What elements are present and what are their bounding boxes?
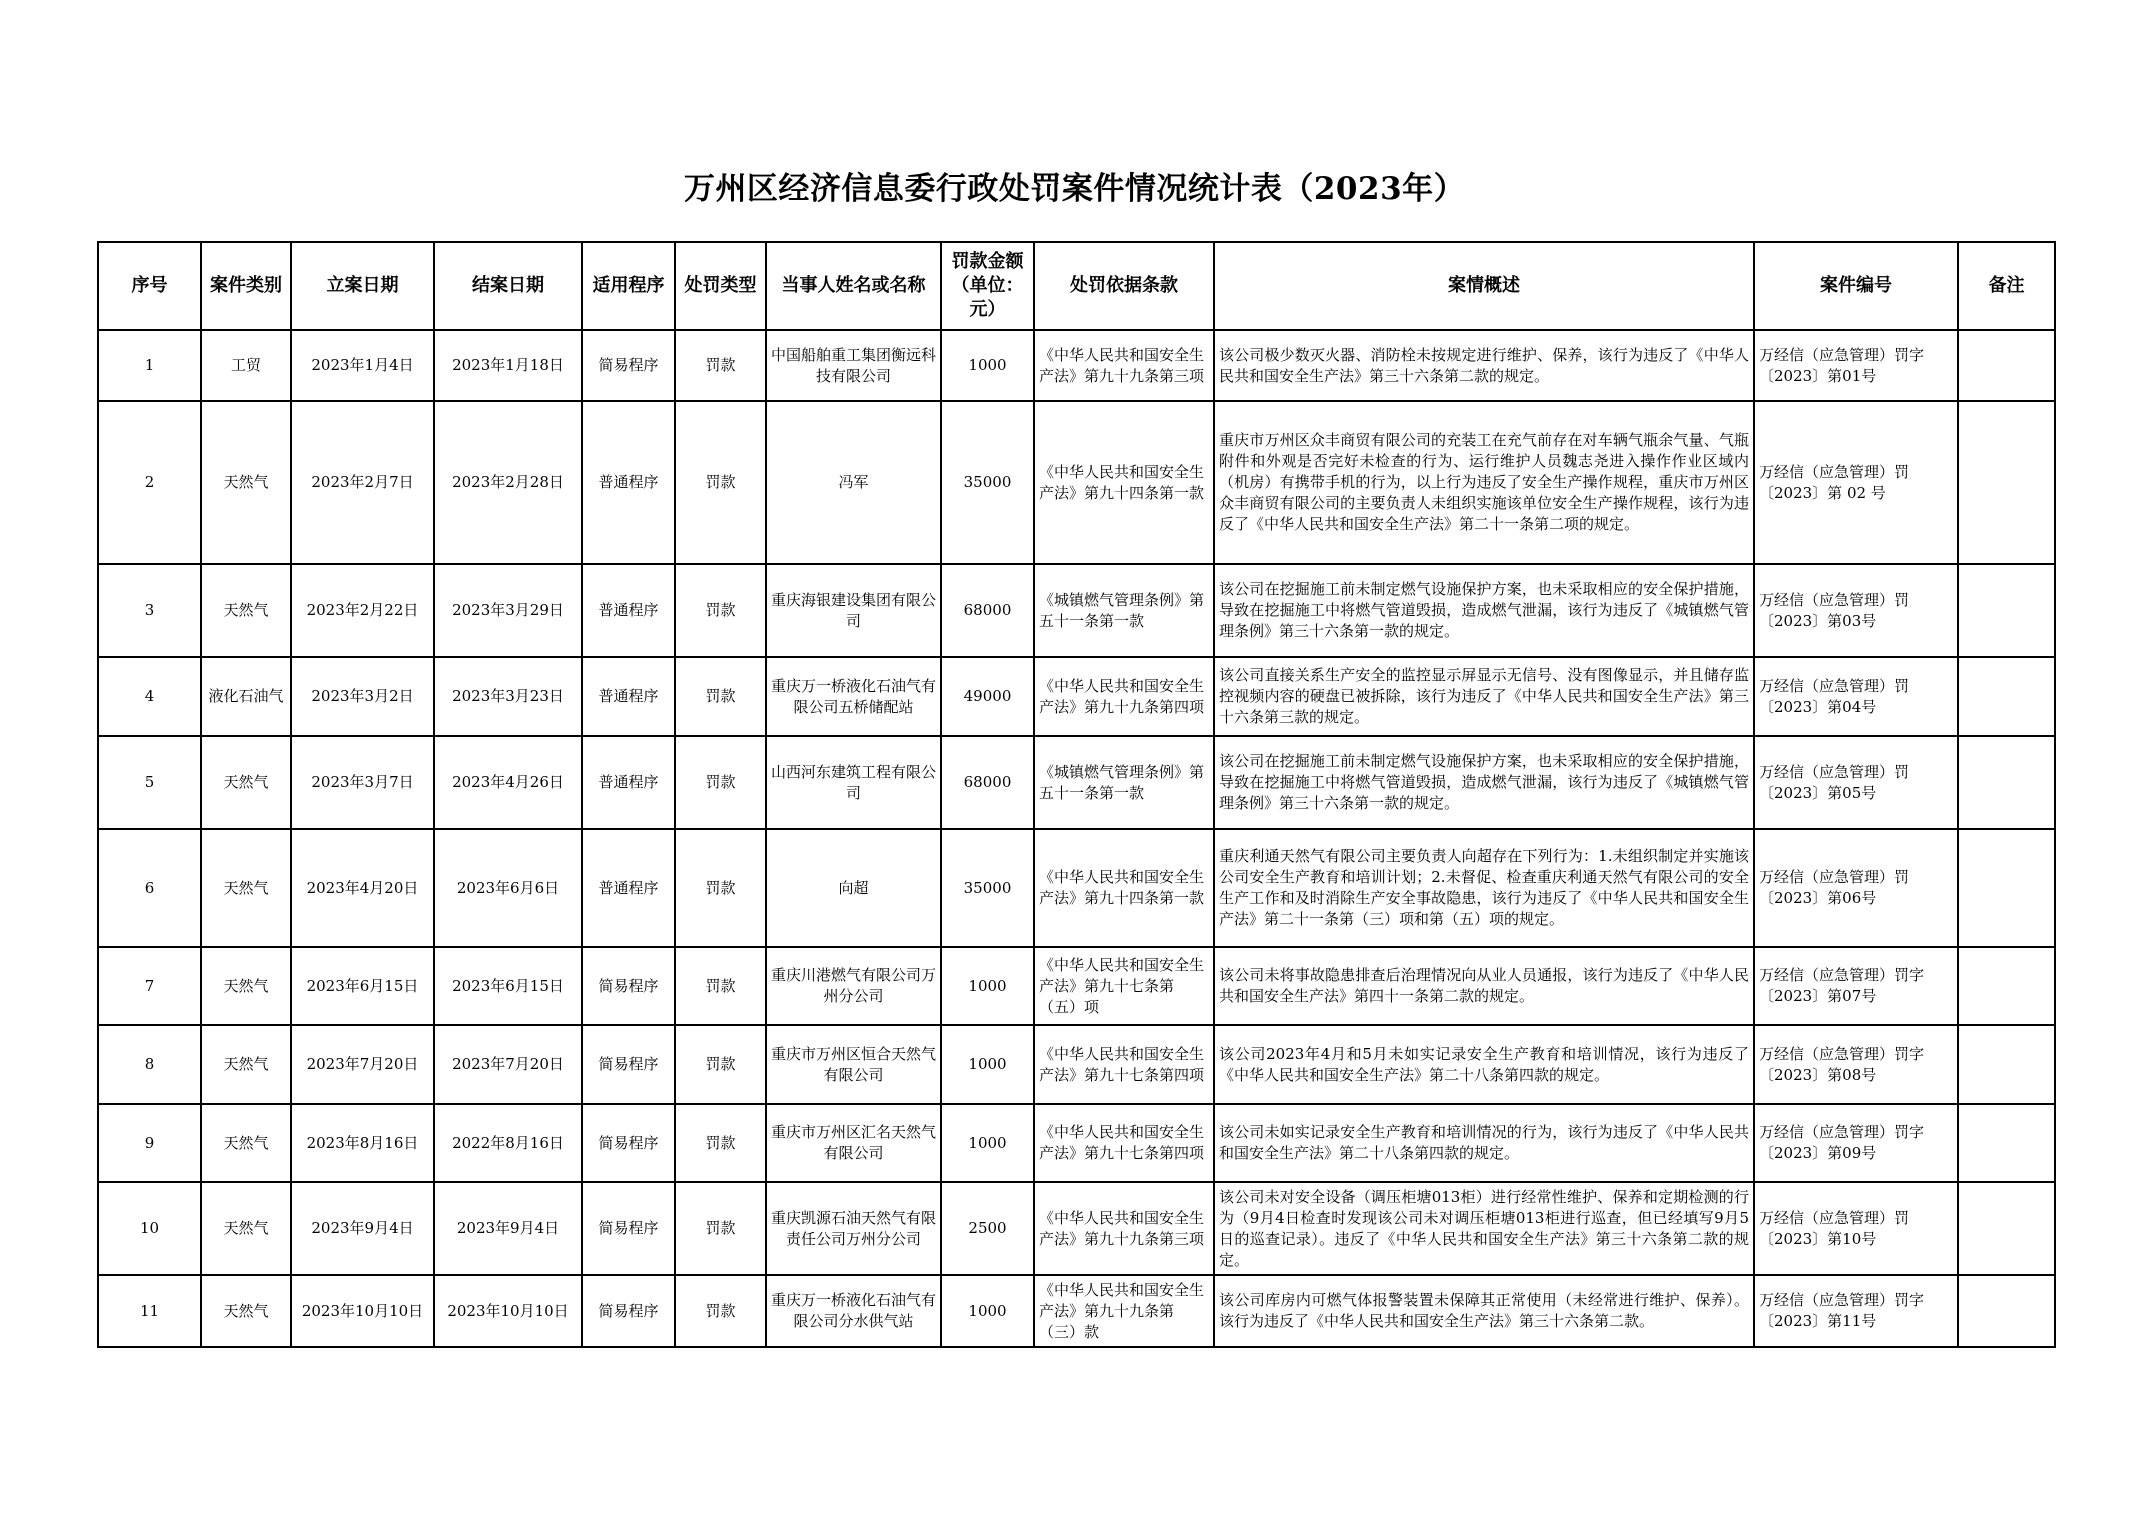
cell-penalty-type: 罚款 xyxy=(675,401,766,564)
cell-summary: 重庆利通天然气有限公司主要负责人向超存在下列行为：1.未组织制定并实施该公司安全生产教育和培训计划；2.未督促、检查重庆利通天然气有限公司的安全生产工作和及时消除生产安全事故隐患，该行为违反了《中华人民共和国安全生产法》第二十一条第（三）项和第（五）项的规定。 xyxy=(1214,829,1754,947)
table-body xyxy=(98,330,2055,1347)
cell-procedure: 普通程序 xyxy=(582,829,675,947)
cell-close-date: 2023年10月10日 xyxy=(434,1275,582,1347)
cell-category: 天然气 xyxy=(201,1104,291,1182)
header-procedure: 适用程序 xyxy=(582,242,675,330)
cell-procedure: 简易程序 xyxy=(582,947,675,1025)
cell-party: 山西河东建筑工程有限公司 xyxy=(766,736,941,829)
cell-close-date: 2023年7月20日 xyxy=(434,1025,582,1104)
cell-summary: 该公司直接关系生产安全的监控显示屏显示无信号、没有图像显示，并且储存监控视频内容的硬盘已被拆除，该行为违反了《中华人民共和国安全生产法》第三十六条第三款的规定。 xyxy=(1214,657,1754,736)
header-party: 当事人姓名或名称 xyxy=(766,242,941,330)
cell-index: 8 xyxy=(98,1025,201,1104)
cell-category: 天然气 xyxy=(201,564,291,657)
cell-penalty-type: 罚款 xyxy=(675,736,766,829)
cell-case-no: 万经信（应急管理）罚〔2023〕第05号 xyxy=(1754,736,1958,829)
cell-party: 重庆海银建设集团有限公司 xyxy=(766,564,941,657)
table-row xyxy=(98,1182,2055,1275)
cell-procedure: 普通程序 xyxy=(582,736,675,829)
header-category: 案件类别 xyxy=(201,242,291,330)
cell-category: 液化石油气 xyxy=(201,657,291,736)
cell-index: 10 xyxy=(98,1182,201,1275)
cell-index: 4 xyxy=(98,657,201,736)
cell-case-no: 万经信（应急管理）罚〔2023〕第10号 xyxy=(1754,1182,1958,1275)
cell-summary: 该公司未将事故隐患排查后治理情况向从业人员通报，该行为违反了《中华人民共和国安全生产法》第四十一条第二款的规定。 xyxy=(1214,947,1754,1025)
cell-index: 5 xyxy=(98,736,201,829)
cell-file-date: 2023年3月7日 xyxy=(291,736,434,829)
cell-party: 重庆万一桥液化石油气有限公司分水供气站 xyxy=(766,1275,941,1347)
table-row xyxy=(98,1104,2055,1182)
cell-party: 重庆凯源石油天然气有限责任公司万州分公司 xyxy=(766,1182,941,1275)
table-row xyxy=(98,736,2055,829)
cell-case-no: 万经信（应急管理）罚〔2023〕第04号 xyxy=(1754,657,1958,736)
cell-penalty-type: 罚款 xyxy=(675,1104,766,1182)
cell-penalty-type: 罚款 xyxy=(675,829,766,947)
cell-basis: 《中华人民共和国安全生产法》第九十七条第四项 xyxy=(1034,1104,1214,1182)
cell-category: 天然气 xyxy=(201,1275,291,1347)
page-title: 万州区经济信息委行政处罚案件情况统计表（2023年） xyxy=(683,171,1466,207)
header-case-no: 案件编号 xyxy=(1754,242,1958,330)
table-row xyxy=(98,330,2055,401)
cell-summary: 重庆市万州区众丰商贸有限公司的充装工在充气前存在对车辆气瓶余气量、气瓶附件和外观是否完好未检查的行为、运行维护人员魏志尧进入操作作业区域内（机房）有携带手机的行为，以上行为违反了安全生产操作规程，重庆市万州区众丰商贸有限公司的主要负责人未组织实施该单位安全生产操作规程，该行为违反了《中华人民共和国安全生产法》第二十一条第二项的规定。 xyxy=(1214,401,1754,564)
cell-basis: 《中华人民共和国安全生产法》第九十九条第（三）款 xyxy=(1034,1275,1214,1347)
cell-basis: 《中华人民共和国安全生产法》第九十七条第四项 xyxy=(1034,1025,1214,1104)
cell-close-date: 2023年1月18日 xyxy=(434,330,582,401)
cell-amount: 1000 xyxy=(941,330,1034,401)
cell-file-date: 2023年8月16日 xyxy=(291,1104,434,1182)
cell-close-date: 2023年3月29日 xyxy=(434,564,582,657)
cell-basis: 《城镇燃气管理条例》第五十一条第一款 xyxy=(1034,736,1214,829)
header-penalty-type: 处罚类型 xyxy=(675,242,766,330)
cell-party: 重庆万一桥液化石油气有限公司五桥储配站 xyxy=(766,657,941,736)
cell-summary: 该公司未如实记录安全生产教育和培训情况的行为，该行为违反了《中华人民共和国安全生产法》第二十八条第四款的规定。 xyxy=(1214,1104,1754,1182)
header-summary: 案情概述 xyxy=(1214,242,1754,330)
cell-case-no: 万经信（应急管理）罚字〔2023〕第07号 xyxy=(1754,947,1958,1025)
cell-amount: 1000 xyxy=(941,1275,1034,1347)
cell-index: 6 xyxy=(98,829,201,947)
cell-remarks xyxy=(1958,736,2055,829)
cell-case-no: 万经信（应急管理）罚字〔2023〕第11号 xyxy=(1754,1275,1958,1347)
cell-procedure: 简易程序 xyxy=(582,1025,675,1104)
cell-category: 天然气 xyxy=(201,401,291,564)
cell-basis: 《中华人民共和国安全生产法》第九十四条第一款 xyxy=(1034,401,1214,564)
cell-close-date: 2023年4月26日 xyxy=(434,736,582,829)
header-amount: 罚款金额（单位：元） xyxy=(941,242,1034,330)
table-row xyxy=(98,947,2055,1025)
cell-index: 1 xyxy=(98,330,201,401)
cell-basis: 《中华人民共和国安全生产法》第九十九条第三项 xyxy=(1034,330,1214,401)
cell-remarks xyxy=(1958,1104,2055,1182)
header-basis: 处罚依据条款 xyxy=(1034,242,1214,330)
cell-close-date: 2023年3月23日 xyxy=(434,657,582,736)
cell-party: 重庆市万州区汇名天然气有限公司 xyxy=(766,1104,941,1182)
cell-index: 7 xyxy=(98,947,201,1025)
cell-summary: 该公司极少数灭火器、消防栓未按规定进行维护、保养，该行为违反了《中华人民共和国安全生产法》第三十六条第二款的规定。 xyxy=(1214,330,1754,401)
cell-party: 重庆川港燃气有限公司万州分公司 xyxy=(766,947,941,1025)
cell-file-date: 2023年2月22日 xyxy=(291,564,434,657)
cell-amount: 35000 xyxy=(941,401,1034,564)
header-remarks: 备注 xyxy=(1958,242,2055,330)
cell-case-no: 万经信（应急管理）罚〔2023〕第03号 xyxy=(1754,564,1958,657)
cell-procedure: 简易程序 xyxy=(582,1104,675,1182)
table-row xyxy=(98,1275,2055,1347)
cell-close-date: 2023年2月28日 xyxy=(434,401,582,564)
cell-procedure: 普通程序 xyxy=(582,564,675,657)
cell-amount: 1000 xyxy=(941,947,1034,1025)
cell-file-date: 2023年6月15日 xyxy=(291,947,434,1025)
cell-basis: 《城镇燃气管理条例》第五十一条第一款 xyxy=(1034,564,1214,657)
cell-remarks xyxy=(1958,829,2055,947)
header-close-date: 结案日期 xyxy=(434,242,582,330)
cell-summary: 该公司在挖掘施工前未制定燃气设施保护方案，也未采取相应的安全保护措施，导致在挖掘施工中将燃气管道毁损，造成燃气泄漏，该行为违反了《城镇燃气管理条例》第三十六条第一款的规定。 xyxy=(1214,736,1754,829)
cell-penalty-type: 罚款 xyxy=(675,1275,766,1347)
cell-index: 3 xyxy=(98,564,201,657)
cell-penalty-type: 罚款 xyxy=(675,657,766,736)
cell-remarks xyxy=(1958,1025,2055,1104)
cell-procedure: 简易程序 xyxy=(582,1275,675,1347)
cell-category: 天然气 xyxy=(201,1182,291,1275)
cell-penalty-type: 罚款 xyxy=(675,330,766,401)
penalty-case-table xyxy=(97,241,2056,1348)
cell-summary: 该公司2023年4月和5月未如实记录安全生产教育和培训情况，该行为违反了《中华人民共和国安全生产法》第二十八条第四款的规定。 xyxy=(1214,1025,1754,1104)
cell-index: 2 xyxy=(98,401,201,564)
cell-amount: 68000 xyxy=(941,736,1034,829)
cell-procedure: 简易程序 xyxy=(582,1182,675,1275)
cell-remarks xyxy=(1958,1275,2055,1347)
cell-close-date: 2023年9月4日 xyxy=(434,1182,582,1275)
cell-file-date: 2023年2月7日 xyxy=(291,401,434,564)
cell-index: 9 xyxy=(98,1104,201,1182)
cell-amount: 35000 xyxy=(941,829,1034,947)
cell-remarks xyxy=(1958,947,2055,1025)
cell-remarks xyxy=(1958,330,2055,401)
header-file-date: 立案日期 xyxy=(291,242,434,330)
cell-remarks xyxy=(1958,1182,2055,1275)
cell-category: 天然气 xyxy=(201,947,291,1025)
cell-case-no: 万经信（应急管理）罚〔2023〕第 02 号 xyxy=(1754,401,1958,564)
cell-file-date: 2023年10月10日 xyxy=(291,1275,434,1347)
cell-basis: 《中华人民共和国安全生产法》第九十七条第（五）项 xyxy=(1034,947,1214,1025)
cell-category: 天然气 xyxy=(201,829,291,947)
cell-category: 天然气 xyxy=(201,736,291,829)
cell-file-date: 2023年4月20日 xyxy=(291,829,434,947)
table-row xyxy=(98,657,2055,736)
header-row xyxy=(98,242,2055,330)
cell-close-date: 2022年8月16日 xyxy=(434,1104,582,1182)
cell-penalty-type: 罚款 xyxy=(675,1182,766,1275)
cell-penalty-type: 罚款 xyxy=(675,1025,766,1104)
cell-case-no: 万经信（应急管理）罚字〔2023〕第08号 xyxy=(1754,1025,1958,1104)
cell-summary: 该公司在挖掘施工前未制定燃气设施保护方案，也未采取相应的安全保护措施，导致在挖掘施工中将燃气管道毁损，造成燃气泄漏，该行为违反了《城镇燃气管理条例》第三十六条第一款的规定。 xyxy=(1214,564,1754,657)
cell-party: 冯军 xyxy=(766,401,941,564)
cell-index: 11 xyxy=(98,1275,201,1347)
cell-procedure: 简易程序 xyxy=(582,330,675,401)
cell-party: 中国船舶重工集团衡远科技有限公司 xyxy=(766,330,941,401)
cell-amount: 49000 xyxy=(941,657,1034,736)
cell-remarks xyxy=(1958,657,2055,736)
cell-basis: 《中华人民共和国安全生产法》第九十九条第四项 xyxy=(1034,657,1214,736)
cell-basis: 《中华人民共和国安全生产法》第九十九条第三项 xyxy=(1034,1182,1214,1275)
cell-amount: 1000 xyxy=(941,1025,1034,1104)
header-index: 序号 xyxy=(98,242,201,330)
table-row xyxy=(98,564,2055,657)
cell-party: 向超 xyxy=(766,829,941,947)
table-header xyxy=(98,242,2055,330)
cell-remarks xyxy=(1958,401,2055,564)
cell-category: 天然气 xyxy=(201,1025,291,1104)
cell-close-date: 2023年6月6日 xyxy=(434,829,582,947)
cell-category: 工贸 xyxy=(201,330,291,401)
cell-amount: 68000 xyxy=(941,564,1034,657)
cell-basis: 《中华人民共和国安全生产法》第九十四条第一款 xyxy=(1034,829,1214,947)
cell-procedure: 普通程序 xyxy=(582,401,675,564)
cell-remarks xyxy=(1958,564,2055,657)
cell-party: 重庆市万州区恒合天然气有限公司 xyxy=(766,1025,941,1104)
table-row xyxy=(98,1025,2055,1104)
cell-file-date: 2023年7月20日 xyxy=(291,1025,434,1104)
cell-case-no: 万经信（应急管理）罚〔2023〕第06号 xyxy=(1754,829,1958,947)
cell-amount: 1000 xyxy=(941,1104,1034,1182)
cell-file-date: 2023年9月4日 xyxy=(291,1182,434,1275)
cell-file-date: 2023年1月4日 xyxy=(291,330,434,401)
cell-close-date: 2023年6月15日 xyxy=(434,947,582,1025)
table-row xyxy=(98,401,2055,564)
table-row xyxy=(98,829,2055,947)
cell-case-no: 万经信（应急管理）罚字〔2023〕第09号 xyxy=(1754,1104,1958,1182)
cell-case-no: 万经信（应急管理）罚字〔2023〕第01号 xyxy=(1754,330,1958,401)
cell-penalty-type: 罚款 xyxy=(675,947,766,1025)
cell-summary: 该公司未对安全设备（调压柜塘013柜）进行经常性维护、保养和定期检测的行为（9月4日检查时发现该公司未对调压柜塘013柜进行巡查，但已经填写9月5日的巡查记录）。违反了《中华人民共和国安全生产法》第三十六条第二款的规定。 xyxy=(1214,1182,1754,1275)
cell-summary: 该公司库房内可燃气体报警装置未保障其正常使用（未经常进行维护、保养）。该行为违反了《中华人民共和国安全生产法》第三十六条第二款。 xyxy=(1214,1275,1754,1347)
cell-amount: 2500 xyxy=(941,1182,1034,1275)
cell-penalty-type: 罚款 xyxy=(675,564,766,657)
cell-procedure: 普通程序 xyxy=(582,657,675,736)
cell-file-date: 2023年3月2日 xyxy=(291,657,434,736)
